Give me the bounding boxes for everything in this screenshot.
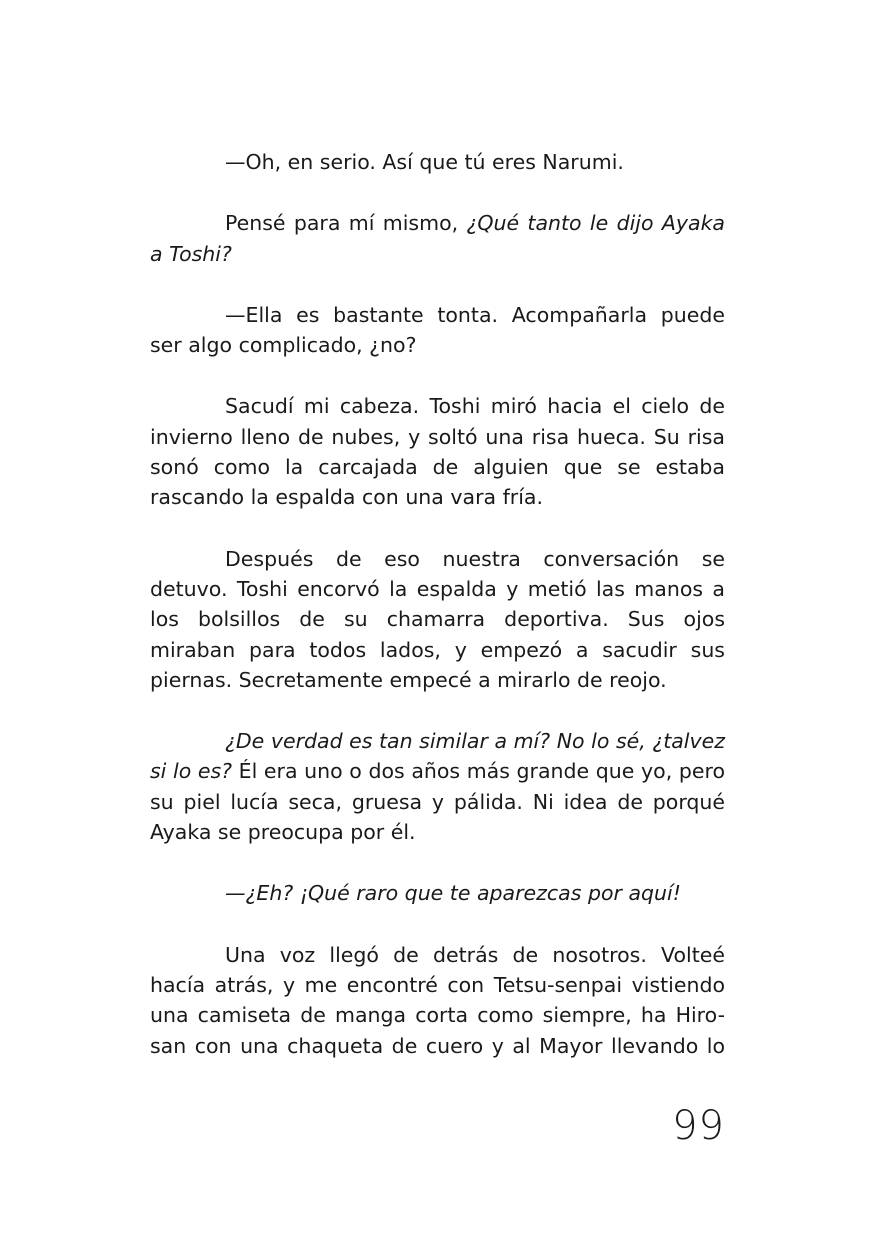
paragraph-4 — [150, 391, 725, 512]
text-span: —Oh, en serio. Así que tú eres Narumi. — [225, 150, 624, 174]
text-span: —Ella es bastante tonta. Acompañarla puede ser algo complicado, ¿no? — [150, 302, 725, 358]
paragraph-6 — [150, 726, 725, 847]
text-span: Él era uno o dos años más grande que yo, pero su piel lucía seca, gruesa y pálida. Ni idea de porqué Ayaka se preocupa por él. — [150, 759, 725, 845]
paragraph-8 — [150, 940, 725, 1061]
paragraph-3 — [150, 300, 725, 361]
page-number: 99 — [672, 1103, 725, 1149]
paragraph-2 — [150, 208, 725, 269]
text-span: Sacudí mi cabeza. Toshi miró hacia el cielo de invierno lleno de nubes, y soltó una risa hueca. Su risa sonó como la carcajada de alguien que se estaba rascando la espalda con una vara fría. — [150, 394, 725, 510]
paragraph-7 — [150, 878, 725, 908]
text-span: Después de eso nuestra conversación se detuvo. Toshi encorvó la espalda y metió las manos a los bolsillos de su chamarra deportiva. Sus ojos miraban para todos lados, y empezó a sacudir sus piernas. Secretamente empecé a mirarlo de reojo. — [150, 546, 725, 692]
italic-thought: ¿De verdad es tan similar a mí? No lo sé, ¿talvez si lo es? — [150, 729, 725, 784]
italic-dialogue: —¿Eh? ¡Qué raro que te aparezcas por aquí! — [225, 881, 681, 906]
italic-thought: ¿Qué tanto le dijo Ayaka a Toshi? — [150, 211, 725, 266]
paragraph-5 — [150, 544, 725, 695]
text-span: Una voz llegó de detrás de nosotros. Volteé hacía atrás, y me encontré con Tetsu-senpai vistiendo una camiseta de manga corta como siempre, ha Hiro-san con una chaqueta de cuero y al Mayor llevando lo — [150, 942, 725, 1058]
text-span: Pensé para mí mismo, — [225, 211, 467, 236]
paragraph-1 — [150, 147, 725, 177]
page-body — [150, 147, 725, 1061]
